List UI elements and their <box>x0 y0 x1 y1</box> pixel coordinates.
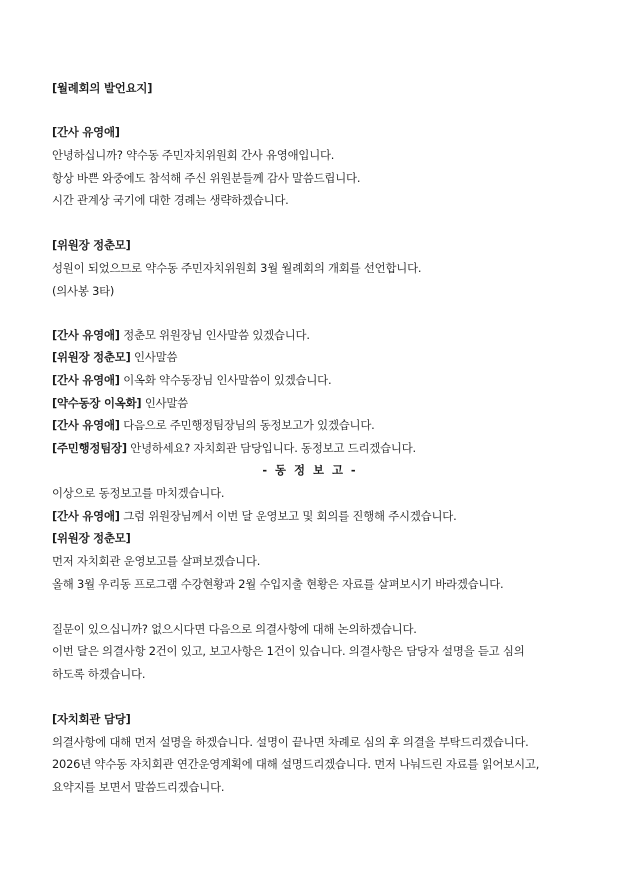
speech-line: (의사봉 3타) <box>52 284 115 298</box>
dialogue-line <box>52 372 331 388</box>
speaker-label: [위원장 정춘모] <box>52 531 131 545</box>
dialogue-line <box>52 417 375 433</box>
speech-text: 인사말씀 <box>141 396 189 410</box>
speaker-label: [간사 유영애] <box>52 418 120 432</box>
dialogue-line <box>52 508 457 524</box>
speech-line: 이상으로 동정보고를 마치겠습니다. <box>52 486 225 500</box>
speaker-label: [간사 유영애] <box>52 373 120 387</box>
speech-line: 이번 달은 의결사항 2건이 있고, 보고사항은 1건이 있습니다. 의결사항은 담당자 설명을 듣고 심의 <box>52 644 525 658</box>
dialogue-line <box>52 327 310 343</box>
speech-line: 항상 바쁜 와중에도 참석해 주신 위원분들께 감사 말씀드립니다. <box>52 171 361 185</box>
speaker-label: [주민행정팀장] <box>52 441 127 455</box>
speech-line: 2026년 약수동 자치회관 연간운영계획에 대해 설명드리겠습니다. 먼저 나눠드린 자료를 읽어보시고, <box>52 757 540 771</box>
speech-line: 시간 관계상 국기에 대한 경례는 생략하겠습니다. <box>52 193 289 207</box>
speaker-label: [자치회관 담당] <box>52 712 131 726</box>
speech-line: 의결사항에 대해 먼저 설명을 하겠습니다. 설명이 끝나면 차례로 심의 후 의결을 부탁드리겠습니다. <box>52 735 529 749</box>
speech-line: 하도록 하겠습니다. <box>52 667 146 681</box>
document-heading: [월례회의 발언요지] <box>52 81 153 95</box>
speaker-label: [간사 유영애] <box>52 125 120 139</box>
speech-text: 안녕하세요? 자치회관 담당입니다. 동정보고 드리겠습니다. <box>126 441 416 455</box>
speaker-label: [간사 유영애] <box>52 509 120 523</box>
speech-line: 먼저 자치회관 운영보고를 살펴보겠습니다. <box>52 554 261 568</box>
speech-text: 다음으로 주민행정팀장님의 동정보고가 있겠습니다. <box>119 418 375 432</box>
speaker-label: [위원장 정춘모] <box>52 238 131 252</box>
speech-line: 성원이 되었으므로 약수동 주민자치위원회 3월 월례회의 개회를 선언합니다. <box>52 261 422 275</box>
speech-text: 정춘모 위원장님 인사말씀 있겠습니다. <box>119 328 310 342</box>
dialogue-line <box>52 349 177 365</box>
report-title: - 동 정 보 고 - <box>262 463 358 477</box>
speech-line: 질문이 있으십니까? 없으시다면 다음으로 의결사항에 대해 논의하겠습니다. <box>52 622 417 636</box>
dialogue-line <box>52 440 416 456</box>
speaker-label: [약수동장 이옥화] <box>52 396 142 410</box>
speech-text: 이옥화 약수동장님 인사말씀이 있겠습니다. <box>119 373 332 387</box>
speech-text: 인사말씀 <box>130 350 178 364</box>
dialogue-line <box>52 395 188 411</box>
speech-line: 안녕하십니까? 약수동 주민자치위원회 간사 유영애입니다. <box>52 148 335 162</box>
speech-line: 요약지를 보면서 말씀드리겠습니다. <box>52 780 225 794</box>
speaker-label: [간사 유영애] <box>52 328 120 342</box>
speaker-label: [위원장 정춘모] <box>52 350 131 364</box>
speech-text: 그럼 위원장님께서 이번 달 운영보고 및 회의를 진행해 주시겠습니다. <box>119 509 457 523</box>
speech-line: 올해 3월 우리동 프로그램 수강현황과 2월 수입지출 현황은 자료를 살펴보시기 바라겠습니다. <box>52 577 504 591</box>
